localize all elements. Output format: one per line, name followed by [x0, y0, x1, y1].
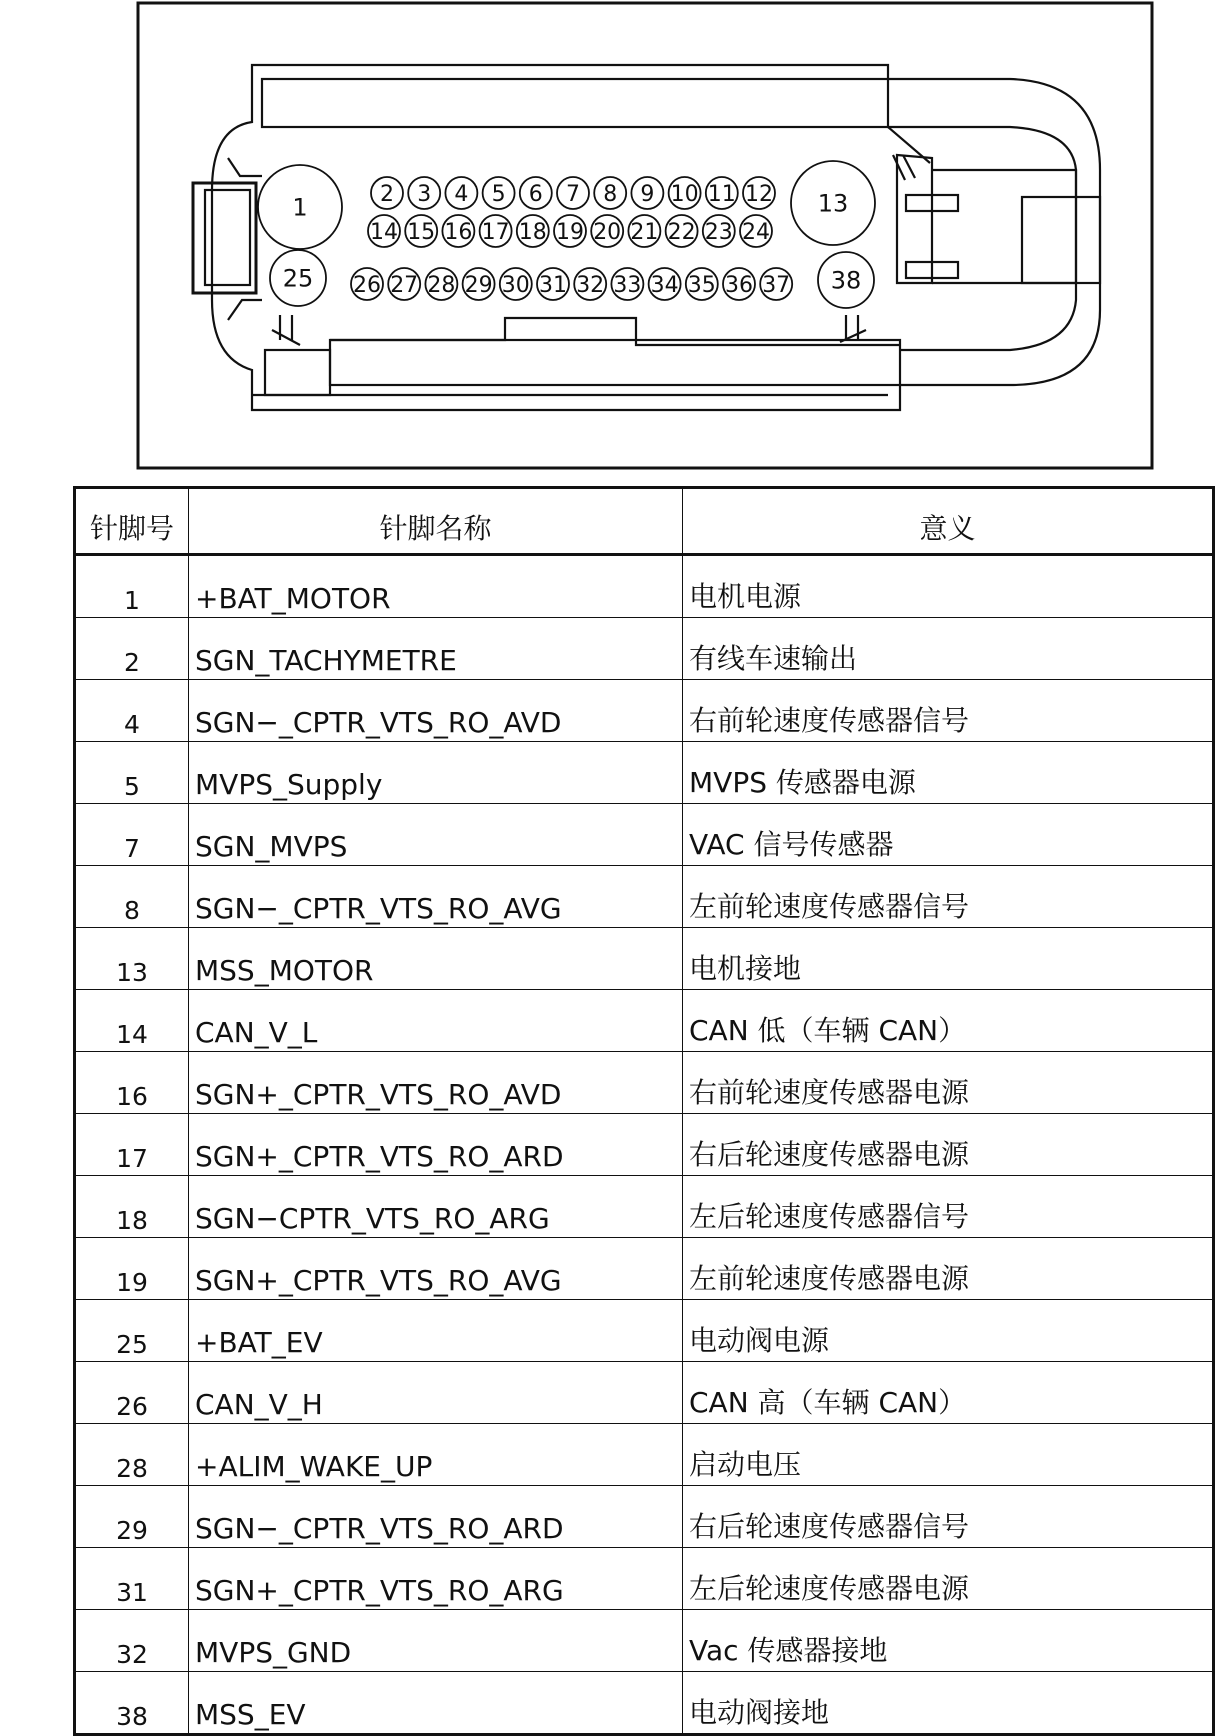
table-row	[75, 742, 1214, 804]
header-meaning: 意义	[683, 488, 1214, 555]
connector-pin-label: 22	[667, 219, 696, 245]
table-row	[75, 1238, 1214, 1300]
meaning-cell: 右后轮速度传感器信号	[683, 1486, 1214, 1548]
meaning-cell: 启动电压	[683, 1424, 1214, 1486]
connector-pin-label: 35	[687, 272, 716, 298]
pin-number-cell: 8	[75, 866, 189, 928]
table-row	[75, 866, 1214, 928]
connector-pin-label: 21	[630, 219, 659, 245]
pin-number-cell: 2	[75, 618, 189, 680]
meaning-cell: 右前轮速度传感器电源	[683, 1052, 1214, 1114]
connector-pin-label: 33	[613, 272, 642, 298]
pin-number-cell: 26	[75, 1362, 189, 1424]
header-pin-name: 针脚名称	[189, 488, 683, 555]
meaning-cell: Vac 传感器接地	[683, 1610, 1214, 1672]
pin-number-cell: 28	[75, 1424, 189, 1486]
pin-number-cell: 17	[75, 1114, 189, 1176]
connector-pin-label: 25	[282, 264, 314, 293]
connector-pin-label: 23	[704, 219, 733, 245]
meaning-cell: 右后轮速度传感器电源	[683, 1114, 1214, 1176]
pin-name-cell: MSS_MOTOR	[189, 928, 683, 990]
pin-number-cell: 38	[75, 1672, 189, 1735]
table-row	[75, 1486, 1214, 1548]
meaning-cell: 左前轮速度传感器电源	[683, 1238, 1214, 1300]
pin-name-cell: +BAT_EV	[189, 1300, 683, 1362]
table-row	[75, 618, 1214, 680]
meaning-cell: MVPS 传感器电源	[683, 742, 1214, 804]
pin-number-cell: 1	[75, 555, 189, 618]
connector-pin-label: 26	[353, 272, 381, 298]
connector-pin-label: 7	[566, 181, 580, 207]
meaning-cell: 左后轮速度传感器电源	[683, 1548, 1214, 1610]
table-row	[75, 1610, 1214, 1672]
connector-pin-label: 38	[830, 266, 862, 295]
connector-pin-label: 36	[725, 272, 753, 298]
table-row	[75, 1114, 1214, 1176]
pin-name-cell: SGN−_CPTR_VTS_RO_AVD	[189, 680, 683, 742]
connector-pin-label: 28	[427, 272, 456, 298]
pin-name-cell: SGN+_CPTR_VTS_RO_AVG	[189, 1238, 683, 1300]
meaning-cell: 电机电源	[683, 555, 1214, 618]
pin-name-cell: +BAT_MOTOR	[189, 555, 683, 618]
table-row	[75, 1424, 1214, 1486]
table-row	[75, 1300, 1214, 1362]
table-row	[75, 1362, 1214, 1424]
connector-pin-label: 6	[528, 181, 543, 207]
connector-pin-label: 16	[444, 219, 473, 245]
pin-number-cell: 31	[75, 1548, 189, 1610]
pin-name-cell: MSS_EV	[189, 1672, 683, 1735]
connector-pin-label: 19	[556, 219, 584, 245]
pin-table	[73, 486, 1215, 1736]
pin-name-cell: SGN+_CPTR_VTS_RO_ARG	[189, 1548, 683, 1610]
connector-pin-label: 24	[742, 219, 770, 245]
pin-number-cell: 16	[75, 1052, 189, 1114]
pin-name-cell: SGN_MVPS	[189, 804, 683, 866]
pin-name-cell: SGN+_CPTR_VTS_RO_AVD	[189, 1052, 683, 1114]
header-pin-number: 针脚号	[75, 488, 189, 555]
connector-pin-label: 29	[464, 272, 493, 298]
connector-pin-label: 18	[518, 219, 547, 245]
connector-diagram	[0, 0, 1220, 480]
connector-pin-label: 3	[417, 181, 432, 207]
pin-number-cell: 14	[75, 990, 189, 1052]
pin-name-cell: SGN+_CPTR_VTS_RO_ARD	[189, 1114, 683, 1176]
connector-pin-label: 13	[817, 189, 849, 218]
table-row	[75, 680, 1214, 742]
pin-name-cell: SGN−CPTR_VTS_RO_ARG	[189, 1176, 683, 1238]
meaning-cell: 右前轮速度传感器信号	[683, 680, 1214, 742]
pin-name-cell: CAN_V_H	[189, 1362, 683, 1424]
pin-number-cell: 29	[75, 1486, 189, 1548]
pin-name-cell: SGN−_CPTR_VTS_RO_ARD	[189, 1486, 683, 1548]
table-row	[75, 1176, 1214, 1238]
connector-pin-label: 4	[454, 181, 469, 207]
pin-name-cell: SGN−_CPTR_VTS_RO_AVG	[189, 866, 683, 928]
connector-pin-label: 37	[762, 272, 791, 298]
connector-pin-label: 10	[670, 181, 699, 207]
meaning-cell: VAC 信号传感器	[683, 804, 1214, 866]
table-row	[75, 1052, 1214, 1114]
pin-number-cell: 18	[75, 1176, 189, 1238]
meaning-cell: 左后轮速度传感器信号	[683, 1176, 1214, 1238]
connector-pin-label: 12	[745, 181, 773, 207]
meaning-cell: CAN 低（车辆 CAN）	[683, 990, 1214, 1052]
connector-pin-label: 27	[390, 272, 419, 298]
pin-number-cell: 7	[75, 804, 189, 866]
table-header-row	[75, 488, 1214, 555]
pin-number-cell: 4	[75, 680, 189, 742]
table-row	[75, 804, 1214, 866]
meaning-cell: 电机接地	[683, 928, 1214, 990]
connector-pin-label: 2	[380, 181, 394, 207]
table-row	[75, 1672, 1214, 1735]
connector-pin-label: 32	[576, 272, 605, 298]
meaning-cell: 左前轮速度传感器信号	[683, 866, 1214, 928]
pin-name-cell: MVPS_Supply	[189, 742, 683, 804]
connector-pin-label: 20	[593, 219, 622, 245]
pin-name-cell: +ALIM_WAKE_UP	[189, 1424, 683, 1486]
pin-number-cell: 5	[75, 742, 189, 804]
pin-number-cell: 19	[75, 1238, 189, 1300]
connector-pin-label: 8	[603, 181, 618, 207]
connector-pin-label: 1	[292, 193, 308, 222]
pin-name-cell: MVPS_GND	[189, 1610, 683, 1672]
pin-number-cell: 13	[75, 928, 189, 990]
connector-pin-label: 30	[501, 272, 530, 298]
connector-pin-label: 34	[650, 272, 679, 298]
pin-name-cell: CAN_V_L	[189, 990, 683, 1052]
meaning-cell: 电动阀接地	[683, 1672, 1214, 1735]
connector-pin-label: 15	[407, 219, 436, 245]
pin-name-cell: SGN_TACHYMETRE	[189, 618, 683, 680]
connector-pin-label: 5	[491, 181, 506, 207]
table-row	[75, 1548, 1214, 1610]
table-row	[75, 990, 1214, 1052]
pin-number-cell: 25	[75, 1300, 189, 1362]
connector-pin-label: 9	[640, 181, 655, 207]
pin-number-cell: 32	[75, 1610, 189, 1672]
table-row	[75, 928, 1214, 990]
connector-pin-label: 14	[370, 219, 398, 245]
meaning-cell: 电动阀电源	[683, 1300, 1214, 1362]
meaning-cell: CAN 高（车辆 CAN）	[683, 1362, 1214, 1424]
table-row	[75, 555, 1214, 618]
connector-pin-label: 11	[707, 181, 736, 207]
connector-pin-label: 17	[481, 219, 510, 245]
connector-pin-label: 31	[539, 272, 567, 298]
meaning-cell: 有线车速输出	[683, 618, 1214, 680]
